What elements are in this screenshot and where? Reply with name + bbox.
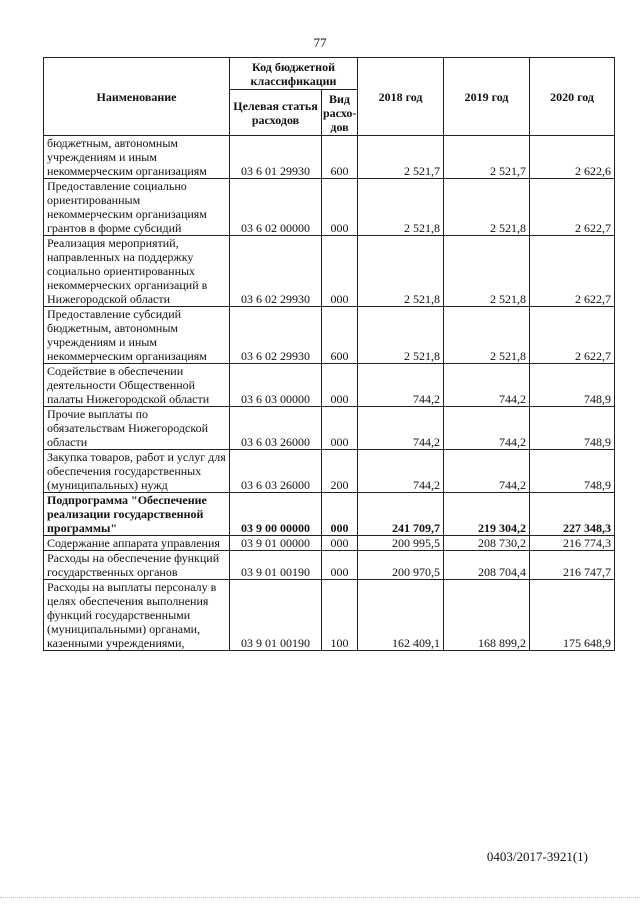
- row-name-cell: Содействие в обеспечении деятельности Общественной палаты Нижегородской области: [44, 364, 230, 407]
- row-2020-cell: 175 648,9: [530, 580, 615, 651]
- row-2018-cell: 200 995,5: [358, 536, 444, 551]
- row-2019-cell: 744,2: [444, 450, 530, 493]
- table-row: [44, 236, 615, 307]
- row-2018-cell: 162 409,1: [358, 580, 444, 651]
- row-name-cell: Предоставление субсидий бюджетным, автономным учреждениям и иным некоммерческим организациям: [44, 307, 230, 364]
- row-code-cell: 03 9 01 00000: [230, 536, 322, 551]
- budget-table: [43, 57, 615, 651]
- row-2019-cell: 219 304,2: [444, 493, 530, 536]
- row-2018-cell: 2 521,7: [358, 136, 444, 179]
- row-2020-cell: 748,9: [530, 407, 615, 450]
- row-2020-cell: 2 622,7: [530, 236, 615, 307]
- table-row: [44, 364, 615, 407]
- row-name-cell: Предоставление социально ориентированным некоммерческим организациям грантов в форме субсидий: [44, 179, 230, 236]
- row-code-cell: 03 6 03 26000: [230, 407, 322, 450]
- header-kind: Вид расхо-дов: [323, 91, 357, 134]
- row-2018-cell: 744,2: [358, 450, 444, 493]
- row-name-cell: Расходы на обеспечение функций государственных органов: [44, 551, 230, 580]
- row-2019-cell: 2 521,7: [444, 136, 530, 179]
- row-kind-cell: 600: [322, 307, 358, 364]
- row-name-cell: Закупка товаров, работ и услуг для обеспечения государственных (муниципальных) нужд: [44, 450, 230, 493]
- row-code-cell: 03 6 02 29930: [230, 236, 322, 307]
- row-2019-cell: 744,2: [444, 364, 530, 407]
- row-2019-cell: 2 521,8: [444, 307, 530, 364]
- row-2019-cell: 2 521,8: [444, 179, 530, 236]
- row-2019-cell: 208 704,4: [444, 551, 530, 580]
- document-code: 0403/2017-3921(1): [486, 849, 588, 864]
- row-2019-cell: 2 521,8: [444, 236, 530, 307]
- row-kind-cell: 000: [322, 551, 358, 580]
- table-row: [44, 536, 615, 551]
- row-2019-cell: 208 730,2: [444, 536, 530, 551]
- row-kind-cell: 000: [322, 179, 358, 236]
- table-row: [44, 580, 615, 651]
- header-2020: 2020 год: [530, 58, 615, 136]
- row-code-cell: 03 6 03 00000: [230, 364, 322, 407]
- row-2020-cell: 748,9: [530, 364, 615, 407]
- row-code-cell: 03 6 02 00000: [230, 179, 322, 236]
- row-kind-cell: 100: [322, 580, 358, 651]
- row-kind-cell: 000: [322, 493, 358, 536]
- header-2019: 2019 год: [444, 58, 530, 136]
- row-name-cell: Расходы на выплаты персоналу в целях обеспечения выполнения функций государственными (муниципальными) органами, казенными учреждениями,: [44, 580, 230, 651]
- row-2020-cell: 2 622,7: [530, 307, 615, 364]
- row-kind-cell: 200: [322, 450, 358, 493]
- row-name-cell: бюджетным, автономным учреждениям и иным некоммерческим организациям: [44, 136, 230, 179]
- row-code-cell: 03 6 03 26000: [230, 450, 322, 493]
- row-2020-cell: 2 622,7: [530, 179, 615, 236]
- row-2018-cell: 2 521,8: [358, 236, 444, 307]
- row-2018-cell: 744,2: [358, 364, 444, 407]
- table-row: [44, 179, 615, 236]
- row-2020-cell: 216 747,7: [530, 551, 615, 580]
- row-2018-cell: 200 970,5: [358, 551, 444, 580]
- row-kind-cell: 000: [322, 236, 358, 307]
- table-row: [44, 493, 615, 536]
- row-2018-cell: 2 521,8: [358, 179, 444, 236]
- row-code-cell: 03 9 00 00000: [230, 493, 322, 536]
- row-name-cell: Реализация мероприятий, направленных на поддержку социально ориентированных некоммерческих организаций в Нижегородской области: [44, 236, 230, 307]
- row-kind-cell: 000: [322, 407, 358, 450]
- row-kind-cell: 000: [322, 536, 358, 551]
- row-name-cell: Прочие выплаты по обязательствам Нижегородской области: [44, 407, 230, 450]
- row-code-cell: 03 9 01 00190: [230, 580, 322, 651]
- row-kind-cell: 600: [322, 136, 358, 179]
- row-2020-cell: 2 622,6: [530, 136, 615, 179]
- row-2018-cell: 2 521,8: [358, 307, 444, 364]
- table-row: [44, 136, 615, 179]
- row-2020-cell: 227 348,3: [530, 493, 615, 536]
- row-2019-cell: 168 899,2: [444, 580, 530, 651]
- row-2020-cell: 216 774,3: [530, 536, 615, 551]
- header-code-group: Код бюджетной классификации: [230, 58, 358, 90]
- table-row: [44, 407, 615, 450]
- row-kind-cell: 000: [322, 364, 358, 407]
- scan-edge-line: [0, 897, 640, 900]
- row-2020-cell: 748,9: [530, 450, 615, 493]
- row-2019-cell: 744,2: [444, 407, 530, 450]
- row-name-cell: Подпрограмма "Обеспечение реализации государственной программы": [44, 493, 230, 536]
- header-name: Наименование: [44, 58, 230, 136]
- header-2018: 2018 год: [358, 58, 444, 136]
- page-number: 77: [313, 35, 327, 50]
- header-target: Целевая статья расходов: [230, 90, 322, 136]
- row-code-cell: 03 9 01 00190: [230, 551, 322, 580]
- table-body: [44, 136, 615, 651]
- table-row: [44, 551, 615, 580]
- table-row: [44, 450, 615, 493]
- row-2018-cell: 241 709,7: [358, 493, 444, 536]
- table-row: [44, 307, 615, 364]
- row-2018-cell: 744,2: [358, 407, 444, 450]
- row-name-cell: Содержание аппарата управления: [44, 536, 230, 551]
- row-code-cell: 03 6 01 29930: [230, 136, 322, 179]
- row-code-cell: 03 6 02 29930: [230, 307, 322, 364]
